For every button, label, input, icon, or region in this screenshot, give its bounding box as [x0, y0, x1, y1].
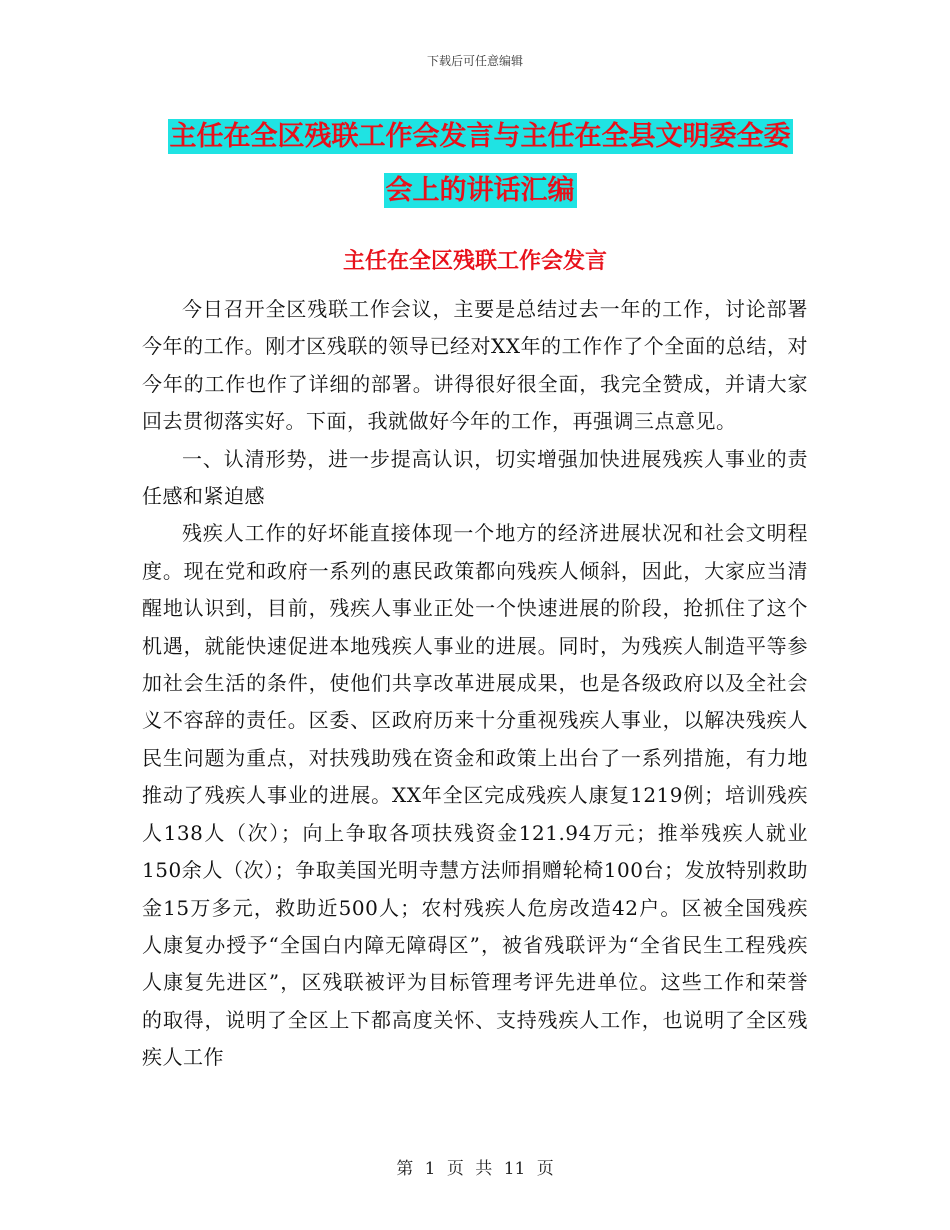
document-title-line-1: 主任在全区残联工作会发言与主任在全县文明委全委 — [169, 121, 791, 152]
header-note: 下载后可任意编辑 — [426, 54, 523, 68]
page-footer: 第 1 页 共 11 页 — [396, 1159, 554, 1179]
paragraph-heading-1: 一、认清形势，进一步提高认识，切实增强加快进展残疾人事业的责任感和紧迫感 — [142, 446, 808, 509]
document-title — [140, 110, 820, 218]
document-title-line-2: 会上的讲话汇编 — [385, 175, 575, 206]
paragraph-intro: 今日召开全区残联工作会议，主要是总结过去一年的工作，讨论部署今年的工作。刚才区残联的领导已经对XX年的工作作了个全面的总结，对今年的工作也作了详细的部署。讲得很好很全面，我完全赞成，并请大家回去贯彻落实好。下面，我就做好今年的工作，再强调三点意见。 — [142, 297, 808, 434]
document-body — [142, 291, 808, 1077]
paragraph-body-1: 残疾人工作的好坏能直接体现一个地方的经济进展状况和社会文明程度。现在党和政府一系列的惠民政策都向残疾人倾斜，因此，大家应当清醒地认识到，目前，残疾人事业正处一个快速进展的阶段，抢抓住了这个机遇，就能快速促进本地残疾人事业的进展。同时，为残疾人制造平等参加社会生活的条件，使他们共享改革进展成果，也是各级政府以及全社会义不容辞的责任。区委、区政府历来十分重视残疾人事业，以解决残疾人民生问题为重点，对扶残助残在资金和政策上出台了一系列措施，有力地推动了残疾人事业的进展。XX年全区完成残疾人康复1219例；培训残疾人138人（次）；向上争取各项扶残资金121.94万元；推举残疾人就业150余人（次）；争取美国光明寺慧方法师捐赠轮椅100台；发放特别救助金15万多元，救助近500人；农村残疾人危房改造42户。区被全国残疾人康复办授予“全国白内障无障碍区”，被省残联评为“全省民生工程残疾人康复先进区”，区残联被评为目标管理考评先进单位。这些工作和荣誉的取得，说明了全区上下都高度关怀、支持残疾人工作，也说明了全区残疾人工作 — [142, 521, 808, 1070]
section-title: 主任在全区残联工作会发言 — [342, 248, 607, 274]
